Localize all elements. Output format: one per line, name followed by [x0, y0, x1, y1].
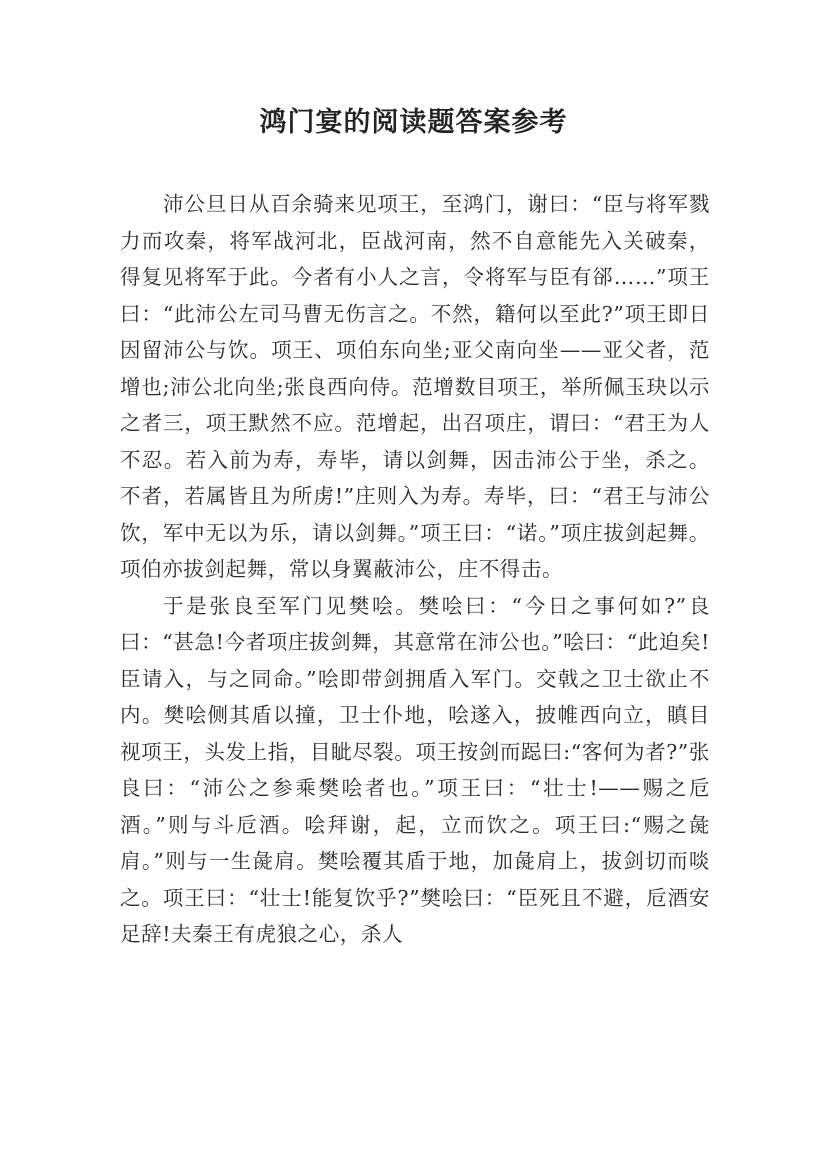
document-body	[120, 186, 710, 953]
paragraph-2: 于是张良至军门见樊哙。樊哙曰：“今日之事何如?”良曰：“甚急!今者项庄拔剑舞，其意常在沛公也。”哙曰：“此迫矣!臣请入，与之同命。”哙即带剑拥盾入军门。交戟之卫士欲止不内。樊哙侧其盾以撞，卫士仆地，哙遂入，披帷西向立，瞋目视项王，头发上指，目眦尽裂。项王按剑而跽曰:“客何为者?”张良曰：“沛公之参乘樊哙者也。”项王曰：“壮士!——赐之卮酒。”则与斗卮酒。哙拜谢，起，立而饮之。项王曰:“赐之彘肩。”则与一生彘肩。樊哙覆其盾于地，加彘肩上，拔剑切而啖之。项王曰：“壮士!能复饮乎?”樊哙曰：“臣死且不避，卮酒安足辞!夫秦王有虎狼之心，杀人	[120, 593, 710, 946]
paragraph-1: 沛公旦日从百余骑来见项王，至鸿门，谢曰：“臣与将军戮力而攻秦，将军战河北，臣战河南，然不自意能先入关破秦，得复见将军于此。今者有小人之言，令将军与臣有郤……”项王曰：“此沛公左司马曹无伤言之。不然，籍何以至此?”项王即日因留沛公与饮。项王、项伯东向坐;亚父南向坐——亚父者，范增也;沛公北向坐;张良西向侍。范增数目项王，举所佩玉玦以示之者三，项王默然不应。范增起，出召项庄，谓曰：“君王为人不忍。若入前为寿，寿毕，请以剑舞，因击沛公于坐，杀之。不者，若属皆且为所虏!”庄则入为寿。寿毕，曰：“君王与沛公饮，军中无以为乐，请以剑舞。”项王曰：“诺。”项庄拔剑起舞。项伯亦拔剑起舞，常以身翼蔽沛公，庄不得击。	[120, 192, 710, 581]
document-title: 鸿门宴的阅读题答案参考	[259, 107, 568, 138]
